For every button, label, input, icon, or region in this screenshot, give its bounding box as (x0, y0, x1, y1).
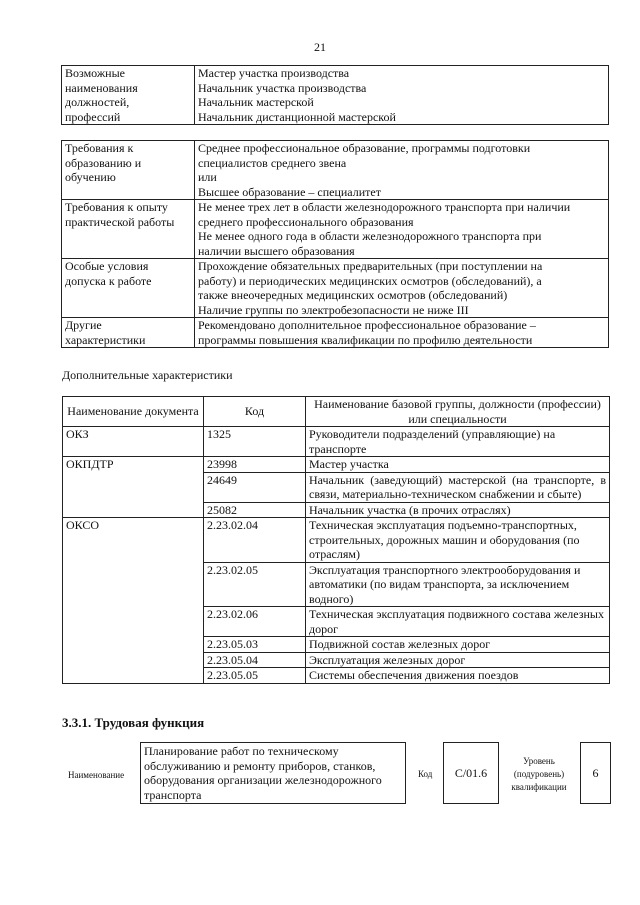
header-code: Код (204, 397, 306, 427)
table-row: 25082 Начальник участка (в прочих отраслях) (63, 502, 610, 518)
table-row: 2.23.05.03 Подвижной состав железных дорог (63, 637, 610, 653)
requirement-experience: Требования к опыту практической работы Не менее трех лет в области железнодорожного транспорта при наличии среднего профессионального образования Не менее одного года в области железнодорожного транспорта при наличии высшего образования (62, 200, 609, 259)
requirement-other: Другие характеристики Рекомендовано дополнительное профессиональное образование – программы повышения квалификации по профилю деятельности (62, 318, 609, 348)
requirement-special-conditions: Особые условия допуска к работе Прохождение обязательных предварительных (при поступлении на работу) и периодических медицинских осмотров (обследований), а также внеочередных медицинских осмотров (обследований) Наличие группы по электробезопасности не ниже III (62, 259, 609, 318)
section-title: 3.3.1. Трудовая функция (62, 715, 205, 730)
positions-table (61, 65, 609, 125)
requirement-education: Требования к образованию и обучению Среднее профессиональное образование, программы подготовки специалистов среднего звена или Высшее образование – специалитет (62, 141, 609, 200)
header-name: Наименование базовой группы, должности (профессии) или специальности (306, 397, 610, 427)
additional-characteristics-title: Дополнительные характеристики (62, 368, 233, 382)
table-row: ОКПДТР 23998 Мастер участка (63, 457, 610, 473)
positions-values (195, 66, 609, 125)
table-row: ОКЗ 1325 Руководители подразделений (управляющие) на транспорте (63, 427, 610, 457)
table-row: 2.23.02.05 Эксплуатация транспортного электрооборудования и автоматики (по видам транспорта, за исключением водного) (63, 562, 610, 607)
function-name-value: Планирование работ по техническому обслуживанию и ремонту приборов, станков, оборудования организации железнодорожного транспорта (140, 742, 406, 804)
page-number: 21 (314, 40, 326, 54)
header-document: Наименование документа (63, 397, 204, 427)
requirements-table (61, 140, 609, 348)
function-code-label: Код (418, 769, 433, 779)
function-level-value: 6 (580, 742, 611, 804)
table-header-row (63, 397, 610, 427)
additional-characteristics-table (62, 396, 610, 684)
table-row: ОКСО 2.23.02.04 Техническая эксплуатация подъемно-транспортных, строительных, дорожных машин и оборудования (по отраслям) (63, 518, 610, 563)
table-row: 2.23.02.06 Техническая эксплуатация подвижного состава железных дорог (63, 607, 610, 637)
function-level-label: Уровень (подуровень) квалификации (511, 756, 567, 792)
table-row: 2.23.05.05 Системы обеспечения движения поездов (63, 668, 610, 684)
function-code-value: C/01.6 (443, 742, 499, 804)
position-item: Начальник мастерской (198, 95, 314, 109)
table-row: 24649 Начальник (заведующий) мастерской (на транспорте, в связи, материально-техническом снабжении и сбыте) (63, 472, 610, 502)
position-item: Начальник участка производства (198, 80, 367, 95)
function-name-label: Наименование (68, 770, 125, 780)
position-item: Начальник дистанционной мастерской (198, 109, 396, 124)
position-item: Мастер участка производства (198, 66, 350, 80)
positions-label: Возможные наименования должностей, профессий (62, 66, 195, 125)
table-row: 2.23.05.04 Эксплуатация железных дорог (63, 652, 610, 668)
